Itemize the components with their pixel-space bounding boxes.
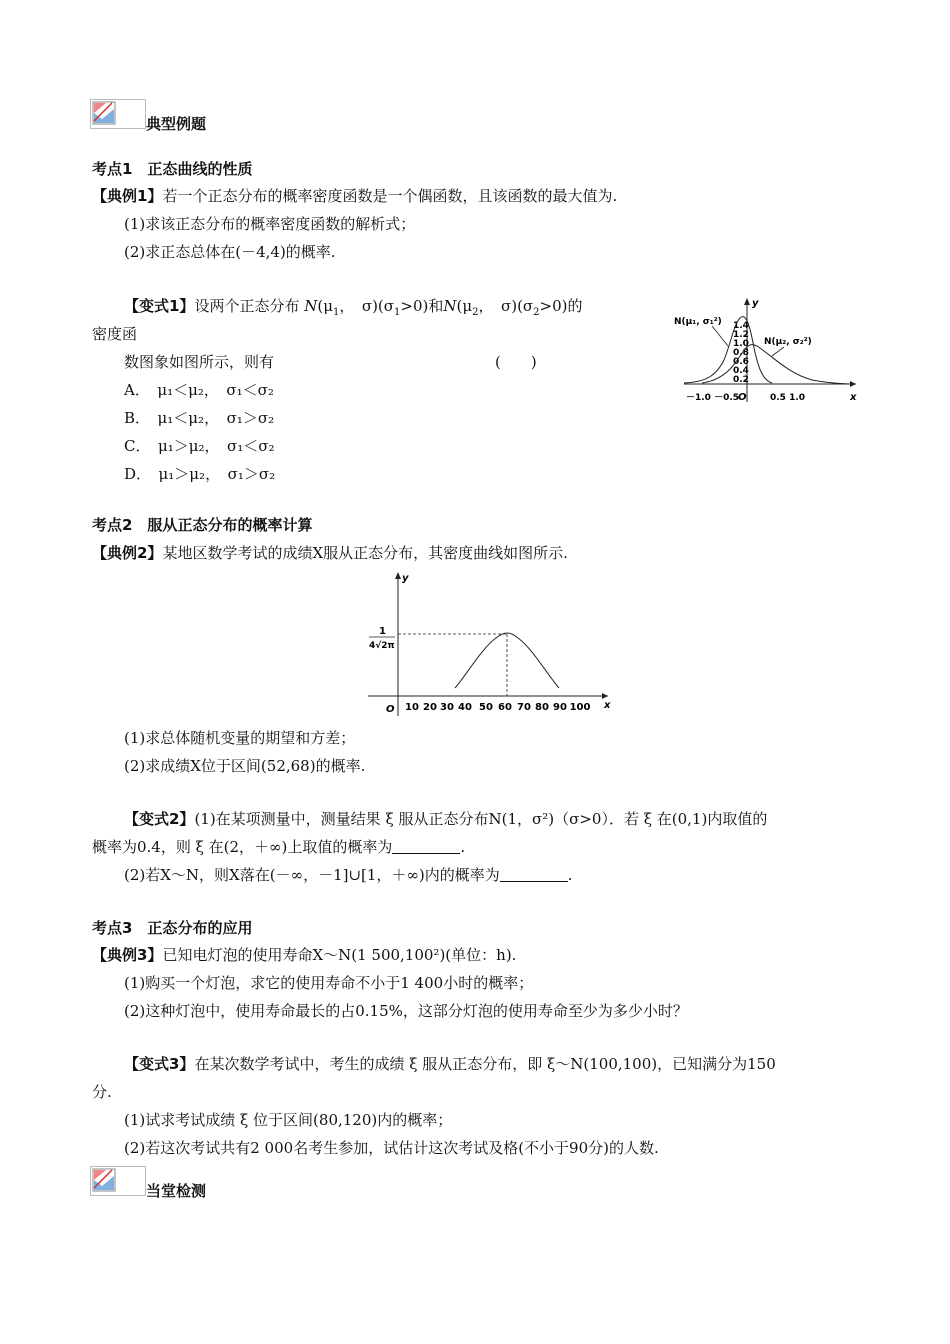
v1-option-a-part2: σ₁＜σ₂: [226, 381, 274, 399]
v1-option-c-letter: C．: [124, 437, 143, 455]
fig2-xtick: 20: [423, 702, 437, 713]
k3-example-label: 【典例3】: [92, 946, 163, 964]
fig1-ytick: 1.4: [733, 321, 749, 331]
fig2-xtick: 100: [569, 702, 591, 713]
k2-heading: 考点2 服从正态分布的概率计算: [92, 516, 313, 534]
fig2-x-label: x: [604, 700, 611, 711]
v2-line1: [124, 809, 767, 829]
v1-option-d: [124, 464, 275, 484]
k2-example-text: 某地区数学考试的成绩X服从正态分布，其密度曲线如图所示.: [162, 544, 568, 562]
v2-l3a: (2)若X～N，则X落在(－∞，－1]∪[1，＋∞)内的概率为: [124, 866, 500, 884]
fig2-xtick: 60: [498, 702, 512, 713]
v2-line2: [92, 837, 465, 857]
k2-example-label: 【典例2】: [92, 544, 163, 562]
fig2-xtick: 90: [553, 702, 567, 713]
v1-option-a-part1: μ₁＜μ₂，: [157, 381, 212, 399]
v3-l1: 在某次数学考试中，考生的成绩 ξ 服从正态分布，即 ξ～N(100,100)，已知满分为150: [194, 1055, 776, 1073]
k3-q1: (1)购买一个灯泡，求它的使用寿命不小于1 400小时的概率；: [124, 974, 534, 992]
figure-two-normal-curves: [672, 296, 862, 408]
v3-line1: [124, 1054, 776, 1074]
v1-label: 【变式1】: [124, 297, 195, 315]
fig2-xtick: 70: [517, 702, 531, 713]
v1-option-a: [124, 380, 274, 400]
fig2-origin: O: [386, 704, 395, 715]
fig2-xtick: 10: [405, 702, 419, 713]
fig1-y-label: y: [752, 298, 759, 309]
v1-paren: ( ): [495, 353, 537, 371]
k3-example: [92, 945, 516, 965]
k1-example-text: 若一个正态分布的概率密度函数是一个偶函数，且该函数的最大值为.: [162, 187, 618, 205]
v1-option-b-letter: B．: [124, 409, 143, 427]
k3-q2: (2)这种灯泡中，使用寿命最长的占0.15%，这部分灯泡的使用寿命至少为多少小时？: [124, 1002, 688, 1020]
v1-option-d-part2: σ₁＞σ₂: [227, 465, 276, 483]
fig1-x-label: x: [850, 392, 857, 403]
figure-density-curve: [364, 570, 614, 720]
v1-text: 【变式1】设两个正态分布 $N(\mu_1$， $\sigma)(\sigma_1>0)$和$N(\mu_2$， $\sigma)(\sigma_2>0)$的: [124, 297, 583, 318]
section-title-check: 当堂检测: [146, 1182, 207, 1200]
fig1-ytick: 1.2: [733, 330, 749, 340]
v2-label: 【变式2】: [124, 810, 195, 828]
fig1-origin: O: [738, 392, 747, 403]
fig2-y-label: y: [402, 573, 409, 584]
fig1-ytick: 0.8: [733, 348, 749, 358]
v1-option-c-part2: σ₁＜σ₂: [227, 437, 275, 455]
k1-q1: (1)求该正态分布的概率密度函数的解析式；: [124, 215, 416, 233]
fig1-ytick: 0.4: [733, 366, 749, 376]
k1-q2: (2)求正态总体在(－4,4)的概率.: [124, 243, 336, 261]
v1-option-b-part1: μ₁＜μ₂，: [157, 409, 212, 427]
k1-example: [92, 186, 617, 206]
fig1-n1-label: N(μ₁, σ₁²): [674, 317, 722, 327]
v2-blank-1[interactable]: [392, 839, 460, 854]
fig1-ytick: 0.6: [733, 357, 749, 367]
v2-l1: (1)在某项测量中，测量结果 ξ 服从正态分布N(1，σ²)（σ>0）．若 ξ 在(0,1)内取值的: [194, 810, 768, 828]
fig1-n2-label: N(μ₂, σ₂²): [764, 337, 812, 347]
v1-option-d-letter: D．: [124, 465, 144, 483]
broken-image-icon: [90, 1166, 146, 1196]
v1-line2: 数图象如图所示，则有: [124, 353, 275, 371]
fig2-xtick: 80: [535, 702, 549, 713]
v3-q2: (2)若这次考试共有2 000名考生参加，试估计这次考试及格(不小于90分)的人数.: [124, 1139, 659, 1157]
fig2-peak-denominator: 4√2π: [369, 641, 395, 651]
v1-option-b-part2: σ₁＞σ₂: [226, 409, 275, 427]
fig1-ytick: 0.2: [733, 375, 749, 385]
k2-q1: (1)求总体随机变量的期望和方差；: [124, 729, 356, 747]
fig1-ytick: 1.0: [733, 339, 749, 349]
k3-heading: 考点3 正态分布的应用: [92, 919, 253, 937]
k2-example: [92, 543, 568, 563]
v3-q1: (1)试求考试成绩 ξ 位于区间(80,120)内的概率；: [124, 1111, 453, 1129]
k2-q2: (2)求成绩X位于区间(52,68)的概率.: [124, 757, 366, 775]
v1-option-c-part1: μ₁＞μ₂，: [158, 437, 213, 455]
fig2-xtick: 30: [440, 702, 454, 713]
v1-text-a: 设两个正态分布: [194, 297, 300, 315]
v2-l2a: 概率为0.4，则 ξ 在(2，＋∞)上取值的概率为: [92, 838, 393, 856]
v1-option-a-letter: A．: [124, 381, 143, 399]
v1-cont: 密度函: [92, 325, 138, 343]
v1-text-b: 的: [567, 297, 583, 315]
v2-l3b: .: [567, 866, 573, 884]
k3-example-text: 已知电灯泡的使用寿命X～N(1 500,100²)(单位：h).: [162, 946, 517, 964]
v3-label: 【变式3】: [124, 1055, 195, 1073]
fig1-xticks-left: －1.0 －0.5: [686, 393, 740, 403]
k1-heading: 考点1 正态曲线的性质: [92, 160, 253, 178]
v1-option-c: [124, 436, 275, 456]
section-title-examples: 典型例题: [146, 115, 207, 133]
v1-option-d-part1: μ₁＞μ₂，: [158, 465, 213, 483]
broken-image-icon: [90, 99, 146, 129]
k1-example-label: 【典例1】: [92, 187, 163, 205]
v3-line2: 分.: [92, 1083, 112, 1101]
fig2-xtick: 40: [458, 702, 472, 713]
fig2-xtick: 50: [479, 702, 493, 713]
v2-blank-2[interactable]: [500, 867, 568, 882]
v1-option-b: [124, 408, 274, 428]
v2-l2b: .: [460, 838, 466, 856]
fig1-xticks-right: 0.5 1.0: [770, 393, 806, 403]
fig2-peak-numerator: 1: [379, 626, 386, 637]
v2-line3: [124, 865, 573, 885]
